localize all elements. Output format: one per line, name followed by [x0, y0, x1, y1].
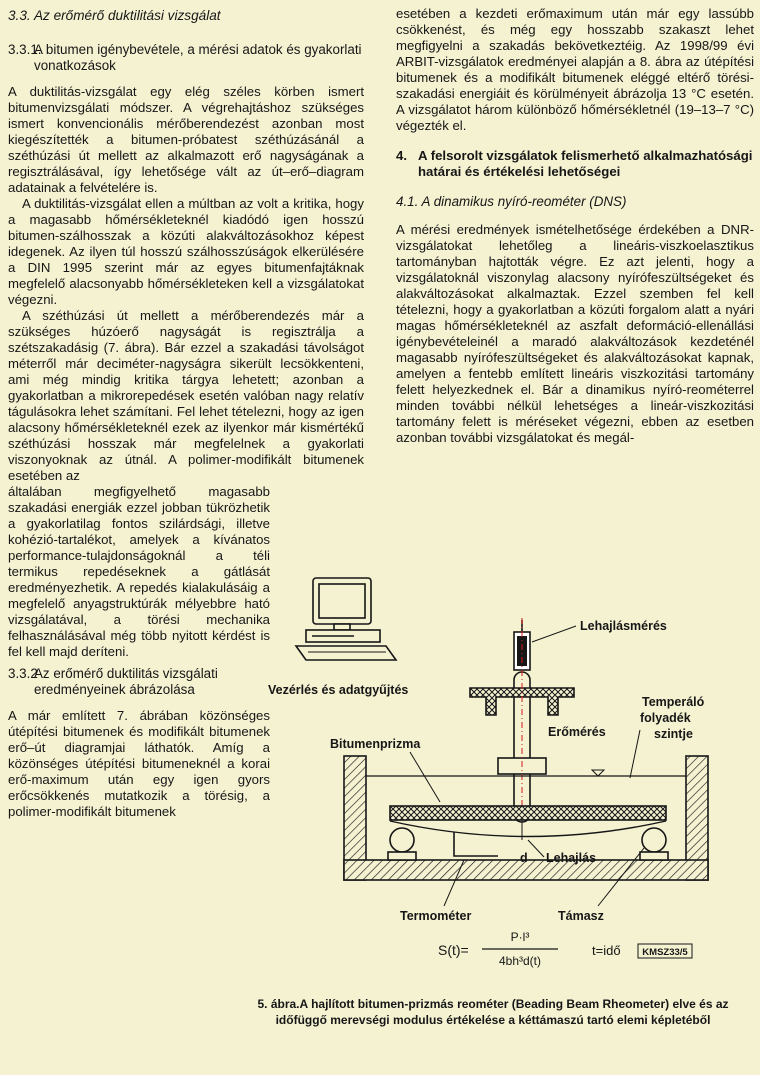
subsection-title: A bitumen igénybevétele, a mérési adatok és gyakorlati vonatkozások: [34, 42, 362, 73]
label-tamasz: Támasz: [558, 909, 604, 923]
subsection-heading-3-3-1: [8, 42, 364, 74]
figure-code: KMSZ33/5: [642, 947, 688, 958]
label-folyadek: folyadék: [640, 711, 691, 725]
paragraph-ero-ut-diagram: A már említett 7. ábrában közönséges útépítési bitumenek és modifikált bitumenek erő–út diagramjai láthatók. Amíg a közönséges útépítési bitumeneknél a korai erő-maximum után egy igen gyors erőcsökkenés mutatkozik a törésig, a polimer-modifikált bitumenek: [8, 708, 270, 819]
subsection-title: Az erőmérő duktilitás vizsgálati eredményeinek ábrázolása: [34, 666, 218, 697]
paragraph-duktilitas-intro: A duktilitás-vizsgálat egy elég széles körben ismert bitumenvizsgálati módszer. A végrehajtáshoz szükséges ismert konvencionális mérőberendezést azonban most kiegészítették a bitumen-próbatest széthúzásánál a széthúzási út mellett az alkalmazott erő nagyságának a regisztrálásával, így lehetősége vált az út–erő–diagram adatainak a felvételére is.: [8, 84, 364, 195]
subsection-heading-3-3-2: [8, 666, 270, 698]
formula-denominator: 4bh³d(t): [498, 954, 542, 968]
leader-folyadek: [630, 730, 640, 778]
supports: [388, 828, 668, 860]
label-lehajlasmeres: Lehajlásmérés: [580, 619, 667, 633]
computer-icon: [296, 578, 396, 660]
subsection-number: 3.3.2: [8, 666, 38, 681]
formula-lhs: S(t)=: [438, 942, 469, 958]
label-lehajlas: Lehajlás: [546, 851, 597, 865]
leader-lehajlas: [528, 840, 544, 857]
label-d: d: [520, 851, 528, 865]
leader-lehajlasmeres: [532, 626, 576, 642]
subsection-heading-4-1: 4.1. A dinamikus nyíró-reométer (DNS): [396, 194, 627, 209]
section-number: 4.: [396, 148, 407, 163]
paragraph-dnr: A mérési eredmények ismételhetősége érdekében a DNR-vizsgálatokat lehetőleg a lineáris-viszkoelasztikus tartományban hajtották végre. Ez azt jelenti, hogy a vizsgálatoknál viszonylag alacsony nyírófeszültségeket és alakváltozásokat alkalmaztak. Ezzel szemben fel kell tételezni, hogy a gyakorlatban a közúti forgalom alatt a nyári magas hőmérsékleteknél az aszfalt deformáció-ellenállási igénybevételeinél a maradó alakváltozások kezdeténél magasabb nyírófeszültségeket és alakváltozásokat kapnak, amelyen a fentebb említett lineáris viszkozitási tartomány felett helyezkednek el. Bár a dinamikus nyíró-reométerrel minden további nélkül lehetséges a lineár-viszkozitási tartomány felett is méréseket végezni, ebben az esetben azonban további vizsgálatokat és megál-: [396, 222, 754, 445]
paragraph-arbit-results: esetében a kezdeti erőmaximum után már egy lassúbb csökkenést, és még egy hosszabb szakaszt lehet megfigyelni a szakadás bekövetkeztéig. Az 1998/99 évi ARBIT-vizsgálatok eredményei alapján a 8. ábra az útépítési bitumenek és a modifikált bitumenek eléggé eltérő törési-szakadási energiáit és körülményeit ábrázolja 13 °C esetén. A vizsgálatot három különböző hőmérsékletnél (19–13–7 °C) végezték el.: [396, 6, 754, 133]
deflected-beam: [390, 821, 666, 837]
bbr-diagram: [258, 560, 758, 1010]
formula-time: t=idő: [592, 943, 621, 958]
subsection-number: 3.3.1.: [8, 42, 42, 57]
bitumen-prism: [390, 806, 666, 820]
formula-numerator: P·l³: [510, 930, 530, 944]
paragraph-szakadasi-energia: általában megfigyelhető magasabb szakadási energiák ezzel jobban tükrözhetik a gyakorlatilag fontos szilárdsági, illetve kohézió-tartalékot, amelyek a kívánatos performance-tulajdonságoknál a téli termikus repedéseknek a gátlását eredményezhetik. A repedés kialakulásáig a megfelelő anyagstruktúrák mélyebbre ható vizsgálatával, a törési mechanika felhasználásával még több nyitott kérdést is fel kell majd deríteni.: [8, 484, 270, 659]
label-termometer: Termométer: [400, 909, 472, 923]
figure-caption: 5. ábra.A hajlított bitumen-prizmás reométer (Beading Beam Rheometer) elve és az időfüggő merevségi modulus értékelése a kéttámaszú tartó elemi képletéből: [257, 997, 729, 1027]
leader-bitumenprizma: [410, 752, 440, 802]
label-szintje: szintje: [654, 727, 693, 741]
label-bitumenprizma: Bitumenprizma: [330, 737, 421, 751]
paragraph-szethuzasi-ut: A széthúzási út mellett a mérőberendezés már a szükséges húzóerő nagyságát is regisztrálja a szétszakadásig (7. ábra). Bár ezzel a szakadási távolságot méterről már deciméter-nagyságra sikerült lecsökkenteni, ami még mindig kritika tárgya lehetett; azonban a gyakorlatban a mikrorepedések esetén valóban nagy relatív tágulásokra lehet számítani. Fel lehet tételezni, hogy az igen alacsony hőmérsékleteknél ezek az ilyenkor már kismértékű széthúzási hosszak már megfelelnek a gyakorlati viszonyoknak az útnál. A polimer-modifikált bitumenek esetében az: [8, 308, 364, 483]
section-heading-4: [396, 148, 754, 180]
paragraph-kritika: A duktilitás-vizsgálat ellen a múltban az volt a kritika, hogy a magasabb hőmérsékleteknél kiadódó igen hosszú bitumen-szálhosszak a közúti alakváltozásokhoz képest idegenek. Az ilyen túl hosszú szálhosszúságok elkerülésére a DIN 1995 szerint már az egyes bitumenfajtáknak megfelelő alacsonyabb hőmérsékleteken kell a vizsgálatokat végezni.: [8, 196, 364, 307]
formula: [438, 930, 692, 968]
label-temperalo: Temperáló: [642, 695, 705, 709]
label-eromeres: Erőmérés: [548, 725, 606, 739]
section-title: A felsorolt vizsgálatok felismerhető alkalmazhatósági határai és értékelési lehetőségei: [418, 148, 753, 179]
label-vezerles: Vezérlés és adatgyűjtés: [268, 683, 409, 697]
right-column: [396, 6, 754, 446]
section-heading-3-3: 3.3. Az erőmérő duktilitási vizsgálat: [8, 8, 221, 23]
